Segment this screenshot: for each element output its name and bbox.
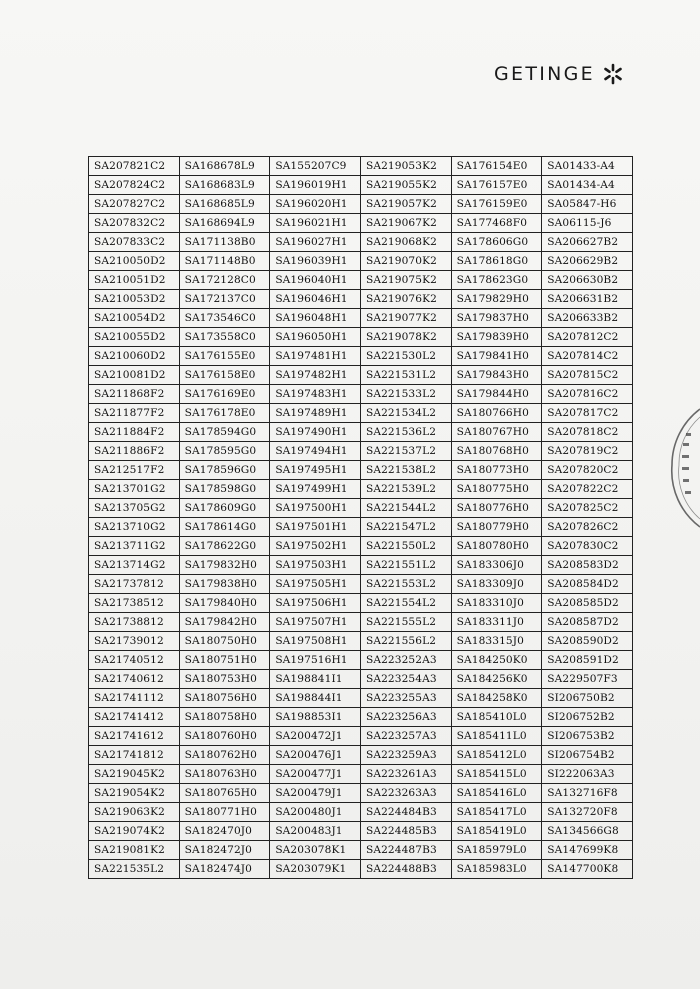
table-cell: SA185412L0 bbox=[451, 746, 542, 765]
table-cell: SA207818C2 bbox=[542, 423, 633, 442]
getinge-star-icon bbox=[603, 63, 623, 85]
table-cell: SA21741112 bbox=[89, 689, 180, 708]
table-cell: SA197516H1 bbox=[270, 651, 361, 670]
table-cell: SA171138B0 bbox=[179, 233, 270, 252]
table-cell: SA207819C2 bbox=[542, 442, 633, 461]
table-row bbox=[89, 157, 633, 176]
table-cell: SA223252A3 bbox=[360, 651, 451, 670]
table-cell: SA180771H0 bbox=[179, 803, 270, 822]
table-cell: SA219045K2 bbox=[89, 765, 180, 784]
table-row bbox=[89, 708, 633, 727]
table-cell: SA180775H0 bbox=[451, 480, 542, 499]
table-cell: SA168685L9 bbox=[179, 195, 270, 214]
table-cell: SA176169E0 bbox=[179, 385, 270, 404]
table-cell: SA219055K2 bbox=[360, 176, 451, 195]
table-cell: SA207824C2 bbox=[89, 176, 180, 195]
table-cell: SA221556L2 bbox=[360, 632, 451, 651]
table-row bbox=[89, 176, 633, 195]
table-cell: SA207830C2 bbox=[542, 537, 633, 556]
table-cell: SA221531L2 bbox=[360, 366, 451, 385]
table-cell: SA221539L2 bbox=[360, 480, 451, 499]
getinge-logo bbox=[494, 60, 623, 88]
table-cell: SA212517F2 bbox=[89, 461, 180, 480]
table-cell: SA168694L9 bbox=[179, 214, 270, 233]
table-cell: SA01434-A4 bbox=[542, 176, 633, 195]
table-cell: SI206750B2 bbox=[542, 689, 633, 708]
table-cell: SA176154E0 bbox=[451, 157, 542, 176]
table-cell: SA134566G8 bbox=[542, 822, 633, 841]
table-cell: SA180758H0 bbox=[179, 708, 270, 727]
table-cell: SA207827C2 bbox=[89, 195, 180, 214]
table-cell: SA180779H0 bbox=[451, 518, 542, 537]
table-cell: SA196046H1 bbox=[270, 290, 361, 309]
table-cell: SA178606G0 bbox=[451, 233, 542, 252]
table-cell: SA176178E0 bbox=[179, 404, 270, 423]
table-cell: SA179832H0 bbox=[179, 556, 270, 575]
table-cell: SA219074K2 bbox=[89, 822, 180, 841]
table-cell: SA207822C2 bbox=[542, 480, 633, 499]
table-cell: SA207816C2 bbox=[542, 385, 633, 404]
table-cell: SA213701G2 bbox=[89, 480, 180, 499]
table-cell: SA197501H1 bbox=[270, 518, 361, 537]
table-cell: SA200476J1 bbox=[270, 746, 361, 765]
table-cell: SA219076K2 bbox=[360, 290, 451, 309]
table-cell: SA208587D2 bbox=[542, 613, 633, 632]
table-row bbox=[89, 290, 633, 309]
table-cell: SA182472J0 bbox=[179, 841, 270, 860]
table-cell: SA203078K1 bbox=[270, 841, 361, 860]
table-cell: SA179842H0 bbox=[179, 613, 270, 632]
company-seal-stamp bbox=[666, 405, 700, 535]
table-cell: SA219077K2 bbox=[360, 309, 451, 328]
table-cell: SA185410L0 bbox=[451, 708, 542, 727]
table-cell: SA132720F8 bbox=[542, 803, 633, 822]
table-row bbox=[89, 822, 633, 841]
table-row bbox=[89, 480, 633, 499]
table-row bbox=[89, 309, 633, 328]
table-cell: SA200483J1 bbox=[270, 822, 361, 841]
table-cell: SA221544L2 bbox=[360, 499, 451, 518]
table-row bbox=[89, 670, 633, 689]
table-cell: SA210051D2 bbox=[89, 271, 180, 290]
table-row bbox=[89, 461, 633, 480]
table-cell: SA177468F0 bbox=[451, 214, 542, 233]
table-row bbox=[89, 423, 633, 442]
table-row bbox=[89, 518, 633, 537]
table-cell: SA180773H0 bbox=[451, 461, 542, 480]
table-row bbox=[89, 689, 633, 708]
table-cell: SA176158E0 bbox=[179, 366, 270, 385]
table-cell: SA197499H1 bbox=[270, 480, 361, 499]
table-row bbox=[89, 594, 633, 613]
table-cell: SA213714G2 bbox=[89, 556, 180, 575]
table-cell: SA211886F2 bbox=[89, 442, 180, 461]
table-cell: SA221530L2 bbox=[360, 347, 451, 366]
table-row bbox=[89, 195, 633, 214]
table-cell: SA221534L2 bbox=[360, 404, 451, 423]
table-row bbox=[89, 347, 633, 366]
table-cell: SA179840H0 bbox=[179, 594, 270, 613]
table-cell: SA179838H0 bbox=[179, 575, 270, 594]
table-cell: SA180760H0 bbox=[179, 727, 270, 746]
table-cell: SA179829H0 bbox=[451, 290, 542, 309]
table-cell: SA21737812 bbox=[89, 575, 180, 594]
table-cell: SA180767H0 bbox=[451, 423, 542, 442]
table-cell: SA178614G0 bbox=[179, 518, 270, 537]
table-cell: SA178598G0 bbox=[179, 480, 270, 499]
table-cell: SA197503H1 bbox=[270, 556, 361, 575]
table-cell: SA219068K2 bbox=[360, 233, 451, 252]
part-number-table bbox=[88, 156, 633, 879]
table-cell: SA197489H1 bbox=[270, 404, 361, 423]
table-cell: SI206752B2 bbox=[542, 708, 633, 727]
table-cell: SA178618G0 bbox=[451, 252, 542, 271]
table-cell: SA198853I1 bbox=[270, 708, 361, 727]
table-cell: SA229507F3 bbox=[542, 670, 633, 689]
table-cell: SA183311J0 bbox=[451, 613, 542, 632]
table-cell: SA208590D2 bbox=[542, 632, 633, 651]
table-cell: SA196021H1 bbox=[270, 214, 361, 233]
table-cell: SA197502H1 bbox=[270, 537, 361, 556]
table-cell: SA196020H1 bbox=[270, 195, 361, 214]
table-cell: SA05847-H6 bbox=[542, 195, 633, 214]
table-cell: SA203079K1 bbox=[270, 860, 361, 879]
table-cell: SA183310J0 bbox=[451, 594, 542, 613]
table-cell: SA183306J0 bbox=[451, 556, 542, 575]
table-cell: SA210054D2 bbox=[89, 309, 180, 328]
table-row bbox=[89, 613, 633, 632]
table-cell: SA210055D2 bbox=[89, 328, 180, 347]
table-cell: SA207812C2 bbox=[542, 328, 633, 347]
table-cell: SA180750H0 bbox=[179, 632, 270, 651]
table-cell: SA208585D2 bbox=[542, 594, 633, 613]
table-cell: SA196019H1 bbox=[270, 176, 361, 195]
table-cell: SA185416L0 bbox=[451, 784, 542, 803]
table-row bbox=[89, 556, 633, 575]
table-cell: SA196050H1 bbox=[270, 328, 361, 347]
table-cell: SA21738512 bbox=[89, 594, 180, 613]
table-row bbox=[89, 385, 633, 404]
table-row bbox=[89, 860, 633, 879]
table-cell: SA219075K2 bbox=[360, 271, 451, 290]
table-cell: SA221533L2 bbox=[360, 385, 451, 404]
table-cell: SA21738812 bbox=[89, 613, 180, 632]
table-cell: SA198844I1 bbox=[270, 689, 361, 708]
table-cell: SA210081D2 bbox=[89, 366, 180, 385]
table-cell: SA180776H0 bbox=[451, 499, 542, 518]
table-cell: SA21741412 bbox=[89, 708, 180, 727]
table-cell: SA197495H1 bbox=[270, 461, 361, 480]
table-cell: SA176155E0 bbox=[179, 347, 270, 366]
table-cell: SA179839H0 bbox=[451, 328, 542, 347]
table-cell: SA223255A3 bbox=[360, 689, 451, 708]
table-cell: SA197505H1 bbox=[270, 575, 361, 594]
table-cell: SA221537L2 bbox=[360, 442, 451, 461]
table-cell: SA206629B2 bbox=[542, 252, 633, 271]
table-cell: SI206754B2 bbox=[542, 746, 633, 765]
table-cell: SA213710G2 bbox=[89, 518, 180, 537]
table-cell: SA198841I1 bbox=[270, 670, 361, 689]
table-cell: SA196039H1 bbox=[270, 252, 361, 271]
table-cell: SA06115-J6 bbox=[542, 214, 633, 233]
table-cell: SA171148B0 bbox=[179, 252, 270, 271]
table-cell: SA180766H0 bbox=[451, 404, 542, 423]
table-cell: SA206627B2 bbox=[542, 233, 633, 252]
table-cell: SA206633B2 bbox=[542, 309, 633, 328]
table-cell: SA207817C2 bbox=[542, 404, 633, 423]
table-cell: SA178609G0 bbox=[179, 499, 270, 518]
table-cell: SA180762H0 bbox=[179, 746, 270, 765]
table-cell: SA221553L2 bbox=[360, 575, 451, 594]
table-cell: SA197481H1 bbox=[270, 347, 361, 366]
table-cell: SA168683L9 bbox=[179, 176, 270, 195]
table-cell: SA213711G2 bbox=[89, 537, 180, 556]
table-cell: SA207814C2 bbox=[542, 347, 633, 366]
table-cell: SA179844H0 bbox=[451, 385, 542, 404]
table-cell: SA211884F2 bbox=[89, 423, 180, 442]
table-cell: SA183309J0 bbox=[451, 575, 542, 594]
table-cell: SA21741612 bbox=[89, 727, 180, 746]
table-row bbox=[89, 328, 633, 347]
table-cell: SA223257A3 bbox=[360, 727, 451, 746]
table-cell: SA200480J1 bbox=[270, 803, 361, 822]
table-row bbox=[89, 746, 633, 765]
table-cell: SA206630B2 bbox=[542, 271, 633, 290]
table-cell: SA221555L2 bbox=[360, 613, 451, 632]
table-cell: SA178594G0 bbox=[179, 423, 270, 442]
table-cell: SA132716F8 bbox=[542, 784, 633, 803]
table-row bbox=[89, 632, 633, 651]
table-cell: SA178595G0 bbox=[179, 442, 270, 461]
table-cell: SA180780H0 bbox=[451, 537, 542, 556]
table-cell: SA147700K8 bbox=[542, 860, 633, 879]
table-cell: SA219054K2 bbox=[89, 784, 180, 803]
table-cell: SA210050D2 bbox=[89, 252, 180, 271]
table-cell: SA200479J1 bbox=[270, 784, 361, 803]
table-cell: SA197494H1 bbox=[270, 442, 361, 461]
table-cell: SA223254A3 bbox=[360, 670, 451, 689]
table-cell: SA147699K8 bbox=[542, 841, 633, 860]
table-cell: SA219063K2 bbox=[89, 803, 180, 822]
table-row bbox=[89, 404, 633, 423]
table-cell: SA197508H1 bbox=[270, 632, 361, 651]
table-cell: SA197483H1 bbox=[270, 385, 361, 404]
table-cell: SA221535L2 bbox=[89, 860, 180, 879]
table-cell: SA196027H1 bbox=[270, 233, 361, 252]
table-cell: SA224487B3 bbox=[360, 841, 451, 860]
table-cell: SA182470J0 bbox=[179, 822, 270, 841]
table-cell: SA176159E0 bbox=[451, 195, 542, 214]
table-cell: SA223263A3 bbox=[360, 784, 451, 803]
table-cell: SA224485B3 bbox=[360, 822, 451, 841]
table-cell: SA208591D2 bbox=[542, 651, 633, 670]
table-cell: SA224488B3 bbox=[360, 860, 451, 879]
table-cell: SA197500H1 bbox=[270, 499, 361, 518]
table-cell: SA200472J1 bbox=[270, 727, 361, 746]
table-cell: SA178596G0 bbox=[179, 461, 270, 480]
table-cell: SA21740512 bbox=[89, 651, 180, 670]
table-cell: SA180751H0 bbox=[179, 651, 270, 670]
table-cell: SA168678L9 bbox=[179, 157, 270, 176]
table-cell: SA223261A3 bbox=[360, 765, 451, 784]
logo-text: GETINGE bbox=[494, 63, 595, 85]
table-cell: SA206631B2 bbox=[542, 290, 633, 309]
table-row bbox=[89, 442, 633, 461]
table-cell: SA185417L0 bbox=[451, 803, 542, 822]
table-cell: SA172128C0 bbox=[179, 271, 270, 290]
table-cell: SA210053D2 bbox=[89, 290, 180, 309]
table-cell: SA219053K2 bbox=[360, 157, 451, 176]
table-cell: SA219070K2 bbox=[360, 252, 451, 271]
table-cell: SA197482H1 bbox=[270, 366, 361, 385]
table-row bbox=[89, 803, 633, 822]
table-cell: SA185415L0 bbox=[451, 765, 542, 784]
table-cell: SA180753H0 bbox=[179, 670, 270, 689]
table-cell: SA221554L2 bbox=[360, 594, 451, 613]
table-cell: SA210060D2 bbox=[89, 347, 180, 366]
table-cell: SA01433-A4 bbox=[542, 157, 633, 176]
table-cell: SI206753B2 bbox=[542, 727, 633, 746]
table-cell: SA200477J1 bbox=[270, 765, 361, 784]
table-cell: SA211868F2 bbox=[89, 385, 180, 404]
table-cell: SA184256K0 bbox=[451, 670, 542, 689]
table-cell: SA184258K0 bbox=[451, 689, 542, 708]
table-cell: SA183315J0 bbox=[451, 632, 542, 651]
table-row bbox=[89, 252, 633, 271]
table-cell: SA196048H1 bbox=[270, 309, 361, 328]
table-row bbox=[89, 575, 633, 594]
table-row bbox=[89, 233, 633, 252]
table-cell: SA219067K2 bbox=[360, 214, 451, 233]
table-cell: SA221551L2 bbox=[360, 556, 451, 575]
table-cell: SA182474J0 bbox=[179, 860, 270, 879]
table-cell: SA219081K2 bbox=[89, 841, 180, 860]
table-cell: SA196040H1 bbox=[270, 271, 361, 290]
table-cell: SI222063A3 bbox=[542, 765, 633, 784]
table-cell: SA221536L2 bbox=[360, 423, 451, 442]
table-row bbox=[89, 214, 633, 233]
table-cell: SA213705G2 bbox=[89, 499, 180, 518]
table-cell: SA185983L0 bbox=[451, 860, 542, 879]
table-cell: SA180763H0 bbox=[179, 765, 270, 784]
table-row bbox=[89, 271, 633, 290]
table-row bbox=[89, 784, 633, 803]
table-cell: SA180768H0 bbox=[451, 442, 542, 461]
table-cell: SA208583D2 bbox=[542, 556, 633, 575]
table-cell: SA185419L0 bbox=[451, 822, 542, 841]
table-row bbox=[89, 366, 633, 385]
table-cell: SA224484B3 bbox=[360, 803, 451, 822]
table-cell: SA207825C2 bbox=[542, 499, 633, 518]
table-cell: SA211877F2 bbox=[89, 404, 180, 423]
table-cell: SA223256A3 bbox=[360, 708, 451, 727]
table-cell: SA221547L2 bbox=[360, 518, 451, 537]
table-row bbox=[89, 537, 633, 556]
table-cell: SA178623G0 bbox=[451, 271, 542, 290]
table-cell: SA207821C2 bbox=[89, 157, 180, 176]
table-cell: SA21739012 bbox=[89, 632, 180, 651]
table-cell: SA173546C0 bbox=[179, 309, 270, 328]
table-cell: SA21740612 bbox=[89, 670, 180, 689]
table-cell: SA207833C2 bbox=[89, 233, 180, 252]
table-cell: SA223259A3 bbox=[360, 746, 451, 765]
table-cell: SA221550L2 bbox=[360, 537, 451, 556]
table-cell: SA197490H1 bbox=[270, 423, 361, 442]
table-cell: SA176157E0 bbox=[451, 176, 542, 195]
table-cell: SA219078K2 bbox=[360, 328, 451, 347]
table-row bbox=[89, 499, 633, 518]
table-cell: SA197507H1 bbox=[270, 613, 361, 632]
table-cell: SA185411L0 bbox=[451, 727, 542, 746]
table-row bbox=[89, 765, 633, 784]
table-cell: SA179843H0 bbox=[451, 366, 542, 385]
table-cell: SA179837H0 bbox=[451, 309, 542, 328]
table-cell: SA207826C2 bbox=[542, 518, 633, 537]
table-cell: SA155207C9 bbox=[270, 157, 361, 176]
table-cell: SA184250K0 bbox=[451, 651, 542, 670]
table-cell: SA179841H0 bbox=[451, 347, 542, 366]
table-cell: SA180765H0 bbox=[179, 784, 270, 803]
table-cell: SA173558C0 bbox=[179, 328, 270, 347]
table-cell: SA172137C0 bbox=[179, 290, 270, 309]
table-row bbox=[89, 651, 633, 670]
table-cell: SA219057K2 bbox=[360, 195, 451, 214]
table-row bbox=[89, 841, 633, 860]
table-cell: SA21741812 bbox=[89, 746, 180, 765]
table-cell: SA207820C2 bbox=[542, 461, 633, 480]
table-cell: SA178622G0 bbox=[179, 537, 270, 556]
table-cell: SA207815C2 bbox=[542, 366, 633, 385]
table-cell: SA197506H1 bbox=[270, 594, 361, 613]
table-cell: SA207832C2 bbox=[89, 214, 180, 233]
table-cell: SA180756H0 bbox=[179, 689, 270, 708]
table-cell: SA185979L0 bbox=[451, 841, 542, 860]
table-row bbox=[89, 727, 633, 746]
table-cell: SA208584D2 bbox=[542, 575, 633, 594]
table-cell: SA221538L2 bbox=[360, 461, 451, 480]
